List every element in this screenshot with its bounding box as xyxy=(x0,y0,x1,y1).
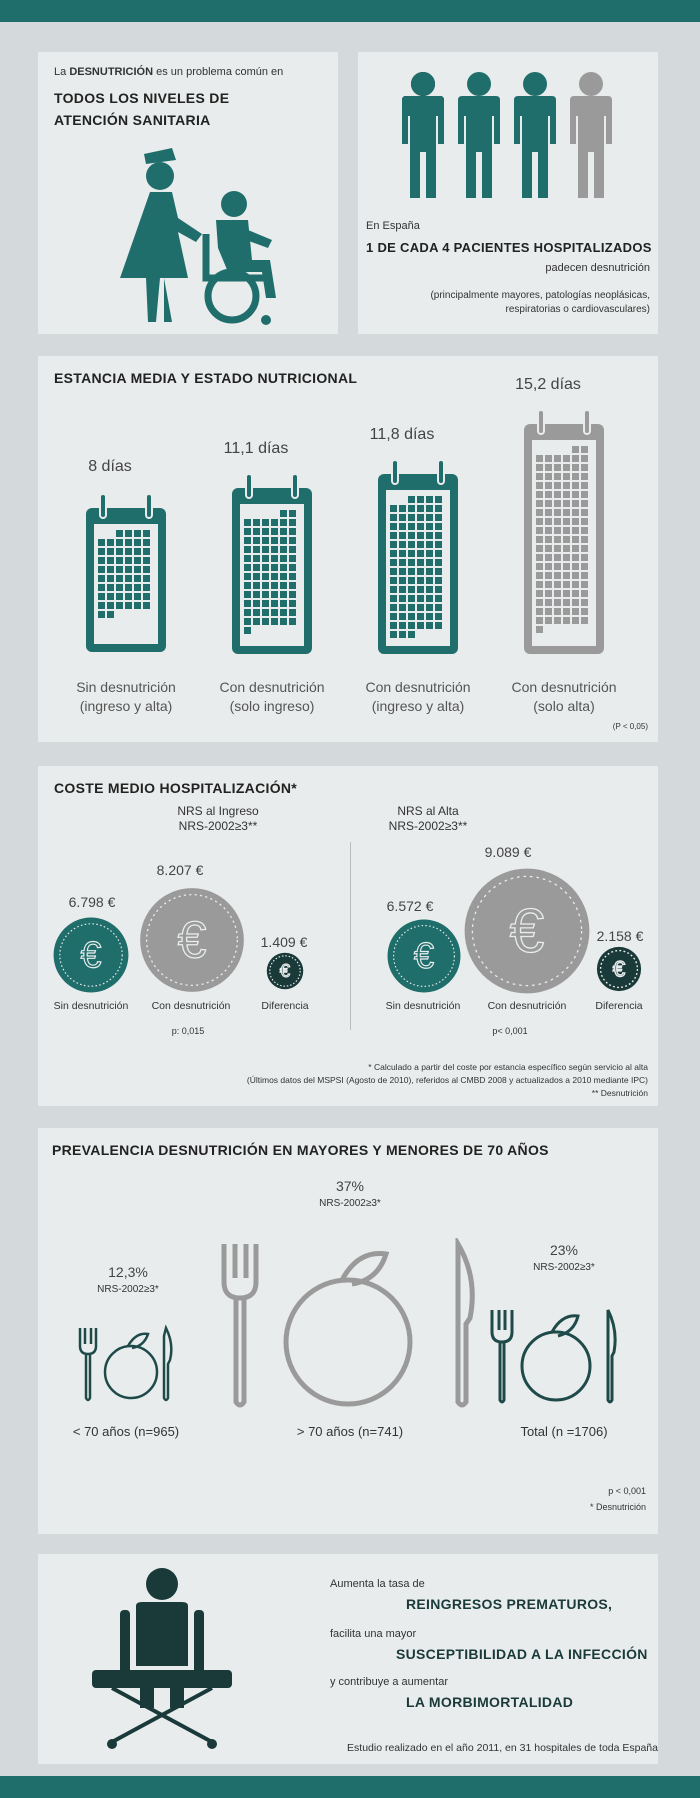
plate-icon xyxy=(76,1324,176,1404)
intro-heading-2: ATENCIÓN SANITARIA xyxy=(54,112,211,128)
age-pvalue: p < 0,001 xyxy=(608,1486,646,1496)
stay-value-4: 15,2 días xyxy=(515,376,581,393)
cost-left-value-1: 6.798 € xyxy=(68,894,116,910)
svg-text:€: € xyxy=(177,910,207,969)
cost-foot-2: (Últimos datos del MSPSI (Agosto de 2010), referidos al CMBD 2008 y actualizados a 2010 mediante IPC) xyxy=(246,1075,648,1085)
intro-suffix: es un problema común en xyxy=(156,66,284,78)
calendar-icon-3 xyxy=(376,460,460,656)
stay-label-1b: (ingreso y alta) xyxy=(79,698,173,714)
cost-left-pvalue: p: 0,015 xyxy=(171,1026,205,1036)
calendar-icon-2 xyxy=(230,474,314,656)
prevalence-note-2: respiratorias o cardiovasculares) xyxy=(505,304,650,315)
consequence-head-1: REINGRESOS PREMATUROS, xyxy=(406,1596,613,1612)
prevalence-panel xyxy=(358,52,658,334)
prevalence-headline: 1 DE CADA 4 PACIENTES HOSPITALIZADOS xyxy=(366,240,652,255)
stay-label-4a: Con desnutrición xyxy=(511,679,617,695)
euro-coin-icon xyxy=(386,918,462,994)
cost-right-label-2: Con desnutrición xyxy=(487,1000,567,1012)
stay-value-1: 8 días xyxy=(88,458,132,475)
prevalence-intro: En España xyxy=(366,220,420,232)
cost-title: COSTE MEDIO HOSPITALIZACIÓN* xyxy=(54,780,298,796)
cost-right-label-1: Sin desnutrición xyxy=(385,1000,461,1012)
stay-label-3a: Con desnutrición xyxy=(365,679,471,695)
euro-coin-icon xyxy=(596,946,642,992)
stay-panel xyxy=(38,356,658,742)
consequence-head-2: SUSCEPTIBILIDAD A LA INFECCIÓN xyxy=(396,1646,648,1662)
cost-left-value-3: 1.409 € xyxy=(260,934,308,950)
cost-left-label-2: Con desnutrición xyxy=(151,1000,231,1012)
top-band xyxy=(0,0,700,22)
age-over-pct: 37% xyxy=(335,1178,365,1194)
stay-label-1a: Sin desnutrición xyxy=(76,679,176,695)
cost-left-title-2: NRS-2002≥3** xyxy=(178,819,258,833)
patient-bed-icon xyxy=(92,1566,232,1752)
calendar-icon-4 xyxy=(522,410,606,656)
age-under-label: < 70 años (n=965) xyxy=(72,1424,180,1439)
svg-text:€: € xyxy=(279,960,291,982)
age-total-nrs: NRS-2002≥3* xyxy=(533,1262,595,1273)
age-under-pct: 12,3% xyxy=(108,1264,148,1280)
stay-value-3: 11,8 días xyxy=(369,426,435,443)
intro-prefix: La xyxy=(54,66,67,78)
prevalence-note-1: (principalmente mayores, patologías neoplásicas, xyxy=(430,290,650,301)
euro-coin-icon xyxy=(52,916,130,994)
intro-line xyxy=(54,66,334,78)
plate-icon xyxy=(488,1306,618,1406)
cost-divider xyxy=(350,842,351,1030)
svg-text:€: € xyxy=(80,933,102,976)
stay-label-3b: (ingreso y alta) xyxy=(371,698,465,714)
consequences-panel xyxy=(38,1554,658,1764)
euro-coin-icon xyxy=(462,866,592,996)
stay-label-2a: Con desnutrición xyxy=(219,679,325,695)
stay-label-2b: (solo ingreso) xyxy=(229,698,315,714)
svg-text:€: € xyxy=(612,956,626,982)
stay-label-4b: (solo alta) xyxy=(533,698,595,714)
people-icon xyxy=(398,72,618,202)
consequence-line-1: Aumenta la tasa de xyxy=(330,1578,425,1590)
cost-right-value-3: 2.158 € xyxy=(596,928,644,944)
cost-foot-3: ** Desnutrición xyxy=(591,1088,648,1098)
age-total-pct: 23% xyxy=(549,1242,579,1258)
consequence-line-3: y contribuye a aumentar xyxy=(330,1676,449,1688)
cost-right-title-2: NRS-2002≥3** xyxy=(388,819,468,833)
age-foot: * Desnutrición xyxy=(589,1502,646,1512)
calendar-icon-1 xyxy=(84,494,168,654)
nurse-wheelchair-icon xyxy=(106,148,306,328)
age-total-label: Total (n =1706) xyxy=(520,1424,608,1439)
plate-icon xyxy=(218,1238,482,1410)
age-over-nrs: NRS-2002≥3* xyxy=(319,1198,381,1209)
intro-panel xyxy=(38,52,338,334)
stay-pvalue: (P < 0,05) xyxy=(612,722,648,731)
cost-right-pvalue: p< 0,001 xyxy=(492,1026,528,1036)
age-under-nrs: NRS-2002≥3* xyxy=(97,1284,159,1295)
cost-left-label-3: Diferencia xyxy=(261,1000,309,1012)
intro-heading-1: TODOS LOS NIVELES DE xyxy=(54,90,230,106)
age-panel xyxy=(38,1128,658,1534)
cost-foot-1: * Calculado a partir del coste por estancia específico según servicio al alta xyxy=(368,1062,648,1072)
consequence-line-2: facilita una mayor xyxy=(330,1628,417,1640)
svg-text:€: € xyxy=(413,935,435,977)
age-over-label: > 70 años (n=741) xyxy=(296,1424,404,1439)
age-title: PREVALENCIA DESNUTRICIÓN EN MAYORES Y MENORES DE 70 AÑOS xyxy=(52,1142,549,1158)
stay-title: ESTANCIA MEDIA Y ESTADO NUTRICIONAL xyxy=(54,370,358,386)
prevalence-sub: padecen desnutrición xyxy=(545,262,650,274)
cost-left-title-1: NRS al Ingreso xyxy=(177,804,259,818)
footer-note: Estudio realizado en el año 2011, en 31 hospitales de toda España xyxy=(347,1742,658,1754)
cost-left-label-1: Sin desnutrición xyxy=(53,1000,129,1012)
euro-coin-icon xyxy=(266,952,304,990)
stay-value-2: 11,1 días xyxy=(223,440,289,457)
cost-left-value-2: 8.207 € xyxy=(156,862,204,878)
cost-panel xyxy=(38,766,658,1106)
cost-right-value-2: 9.089 € xyxy=(484,844,532,860)
intro-highlight: DESNUTRICIÓN xyxy=(69,66,154,78)
euro-coin-icon xyxy=(138,886,246,994)
svg-text:€: € xyxy=(509,896,545,966)
bottom-band xyxy=(0,1776,700,1798)
cost-right-label-3: Diferencia xyxy=(595,1000,643,1012)
consequence-head-3: LA MORBIMORTALIDAD xyxy=(406,1694,574,1710)
cost-right-value-1: 6.572 € xyxy=(386,898,434,914)
cost-right-title-1: NRS al Alta xyxy=(397,804,459,818)
